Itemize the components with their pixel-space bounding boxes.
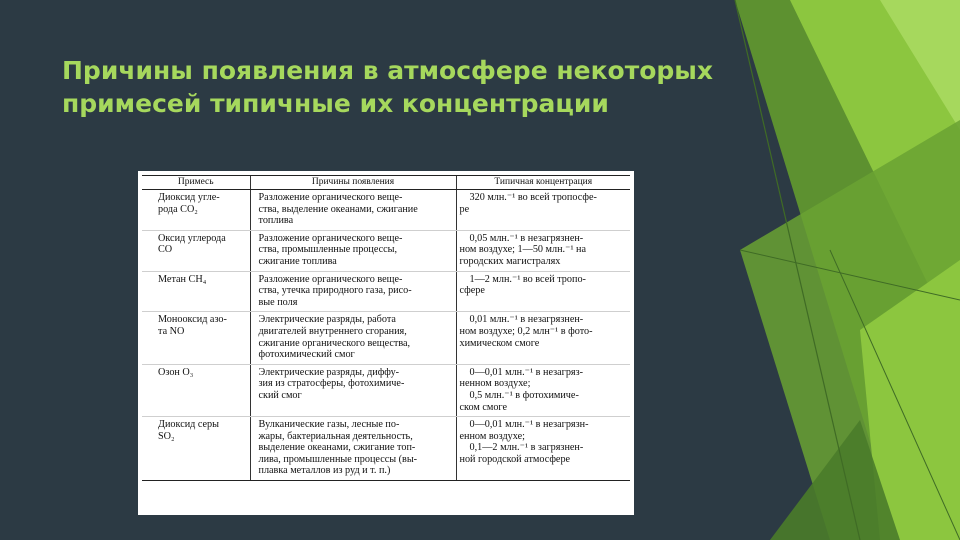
concentration-cell: [456, 190, 630, 231]
table-header-row: [142, 176, 630, 190]
cell-line: Озон O₃: [158, 366, 194, 378]
cell-line: Диоксид угле-: [158, 192, 220, 203]
cell-line: ства, промышленные процессы,: [258, 244, 398, 256]
table-row: [142, 312, 630, 364]
cell-line: ре: [459, 203, 470, 215]
cell-line: двигателей внутреннего сгорания,: [258, 325, 407, 337]
substance-cell: [142, 417, 250, 481]
cell-line: сфере: [459, 285, 485, 297]
column-header-concentration: Типичная концентрация: [456, 176, 630, 190]
causes-cell: [250, 364, 456, 416]
concentration-cell: [456, 364, 630, 416]
substance-cell: [142, 271, 250, 312]
cell-line: рода CO₂: [158, 203, 198, 215]
cell-line: Электрические разряды, работа: [258, 314, 396, 326]
cell-line: ский смог: [258, 389, 302, 401]
concentration-cell: [456, 312, 630, 364]
cell-line: SO₂: [158, 430, 175, 442]
cell-line: 320 млн.⁻¹ во всей тропосфе-: [469, 192, 597, 203]
causes-cell: [250, 312, 456, 364]
cell-line: Оксид углерода: [158, 232, 226, 244]
table-row: [142, 271, 630, 312]
cell-line: Диоксид серы: [158, 419, 220, 431]
cell-line: сжигание органического вещества,: [258, 337, 411, 349]
impurities-table: [142, 175, 630, 481]
table-row: [142, 190, 630, 231]
cell-line: Метан CH₄: [158, 273, 207, 285]
causes-cell: [250, 271, 456, 312]
causes-cell: [250, 190, 456, 231]
cell-line: Электрические разряды, диффу-: [258, 366, 400, 378]
cell-line: енном воздухе;: [459, 430, 525, 442]
cell-line: ном воздухе; 0,2 млн⁻¹ в фото-: [459, 325, 593, 337]
cell-line: ной городской атмосфере: [459, 453, 571, 465]
table-row: [142, 230, 630, 271]
substance-cell: [142, 190, 250, 231]
concentration-cell: [456, 271, 630, 312]
substance-cell: [142, 312, 250, 364]
cell-line: зия из стратосферы, фотохимиче-: [258, 378, 405, 390]
cell-line: Разложение органического веще-: [258, 232, 403, 244]
cell-line: топлива: [258, 215, 294, 227]
cell-line: 0,5 млн.⁻¹ в фотохимиче-: [469, 389, 579, 401]
cell-line: химическом смоге: [459, 337, 540, 349]
table-row: [142, 417, 630, 481]
cell-line: Вулканические газы, лесные по-: [258, 419, 400, 431]
slide-title: [62, 54, 722, 120]
cell-line: Разложение органического веще-: [258, 273, 403, 285]
cell-line: жары, бактериальная деятельность,: [258, 430, 413, 442]
scanned-table-image: [138, 171, 634, 515]
column-header-substance: Примесь: [142, 176, 250, 190]
substance-cell: [142, 364, 250, 416]
cell-line: фотохимический смог: [258, 349, 355, 361]
cell-line: лива, промышленные процессы (вы-: [258, 453, 418, 465]
cell-line: сжигание топлива: [258, 255, 337, 267]
slide-title-line-2: примесей типичные их концентрации: [62, 89, 609, 118]
cell-line: 0,1—2 млн.⁻¹ в загрязнен-: [469, 442, 584, 454]
cell-line: 0,05 млн.⁻¹ в незагрязнен-: [469, 232, 584, 244]
slide-title-line-1: Причины появления в атмосфере некоторых: [62, 56, 714, 85]
cell-line: та NO: [158, 325, 185, 337]
cell-line: 0,01 млн.⁻¹ в незагрязнен-: [469, 314, 584, 326]
concentration-cell: [456, 417, 630, 481]
cell-line: ненном воздухе;: [459, 378, 531, 390]
cell-line: городских магистралях: [459, 255, 561, 267]
cell-line: 1—2 млн.⁻¹ во всей тропо-: [469, 273, 586, 285]
cell-line: Монооксид азо-: [158, 314, 227, 326]
concentration-cell: [456, 230, 630, 271]
cell-line: выделение океанами, сжигание топ-: [258, 442, 416, 454]
column-header-causes: Причины появления: [250, 176, 456, 190]
table-row: [142, 364, 630, 416]
causes-cell: [250, 230, 456, 271]
cell-line: ском смоге: [459, 401, 507, 413]
substance-cell: [142, 230, 250, 271]
cell-line: Разложение органического веще-: [258, 192, 403, 203]
cell-line: вые поля: [258, 296, 298, 308]
causes-cell: [250, 417, 456, 481]
cell-line: плавка металлов из руд и т. п.): [258, 465, 391, 477]
cell-line: ства, утечка природного газа, рисо-: [258, 285, 412, 297]
cell-line: ном воздухе; 1—50 млн.⁻¹ на: [459, 244, 587, 256]
cell-line: 0—0,01 млн.⁻¹ в незагрязн-: [469, 419, 589, 431]
cell-line: ства, выделение океанами, сжигание: [258, 203, 418, 215]
cell-line: 0—0,01 млн.⁻¹ в незагряз-: [469, 366, 584, 378]
cell-line: CO: [158, 244, 173, 256]
